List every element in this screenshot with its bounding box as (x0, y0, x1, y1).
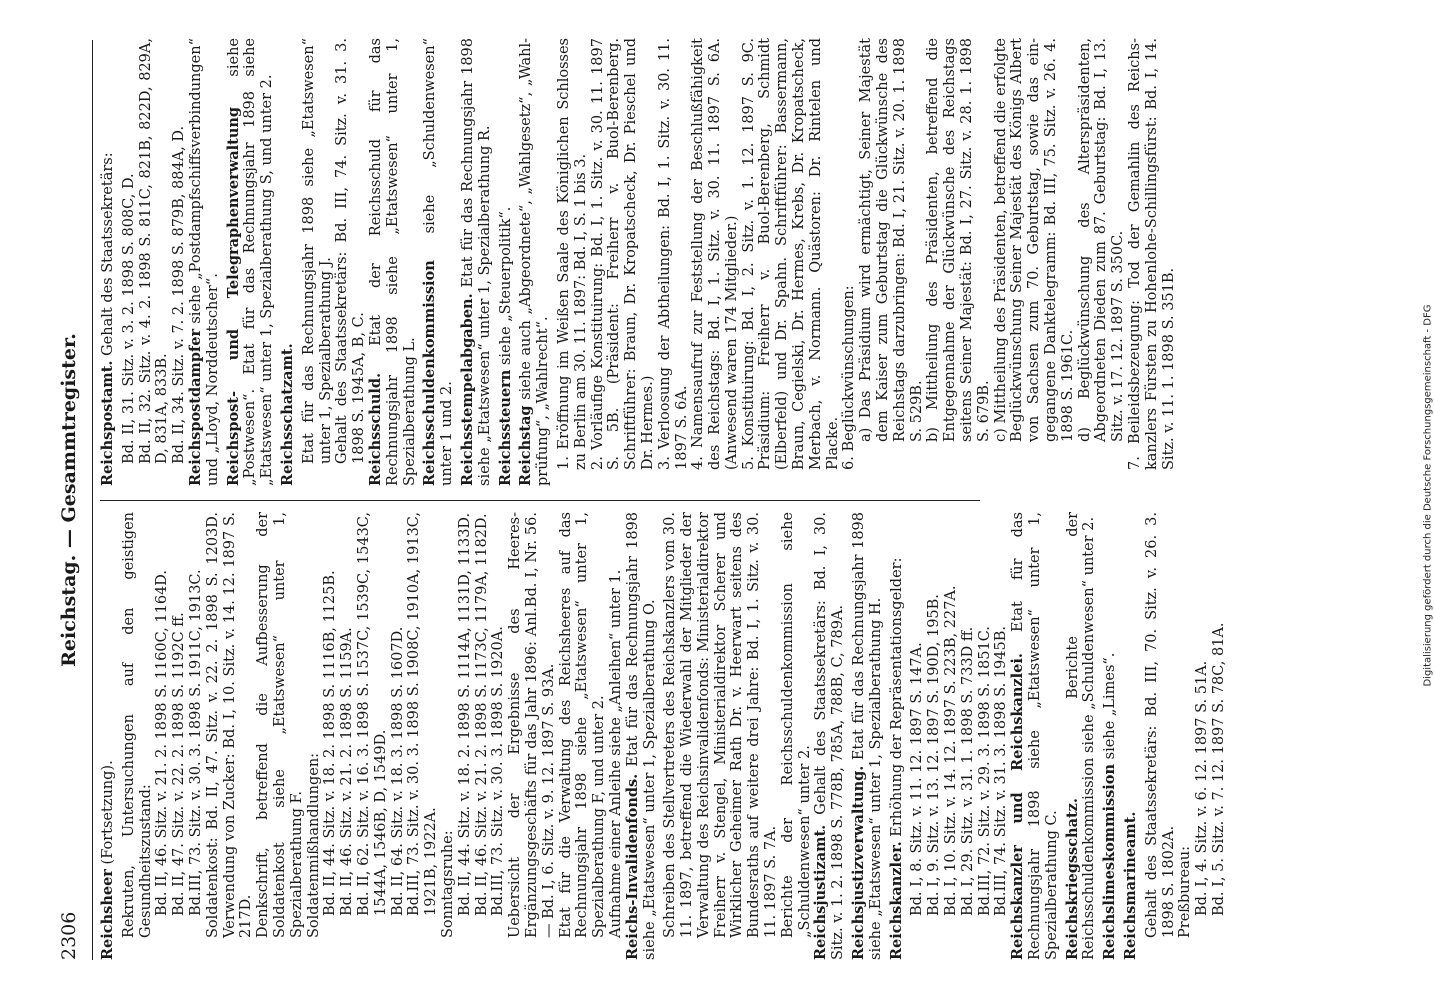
entry-text: siehe „Steuerpolitik“. (497, 206, 514, 370)
index-subentry (858, 38, 925, 486)
entry-keyword: Reichsschuldenkommission (421, 260, 439, 486)
entry-text: (Fortsetzung). (100, 760, 116, 870)
index-subentry (255, 512, 305, 960)
index-entry (226, 38, 276, 486)
entry-text: Gehalt des Staatssekretärs: (100, 152, 116, 361)
entry-text: c) Mittheilung des Präsidenten, betreffend die erfolgte Beglückwünschung Seiner Majestät des Königs Albert von Sachsen zum 70. Geburtstag, sowie das eingegangene Danktelegramm: Bd. III, 75. Sitz. v. 26. 4. 1898 S. 1961C. (992, 38, 1076, 442)
index-entry (1123, 512, 1140, 960)
entry-keyword: Reichs-Invalidenfonds. (623, 773, 641, 960)
entry-text: Sonntagsruhe: (439, 830, 456, 938)
index-entry (813, 512, 847, 960)
entry-text: Etat für das Rechnungsjahr 1898 siehe „Etatswesen“ unter 1, Spezialberathung J. (300, 38, 334, 464)
entry-keyword: Reichsschuld. (366, 372, 384, 486)
index-entry (625, 512, 659, 960)
entry-text: Bd. II, 46. Sitz. v. 21. 2. 1898 S. 1173C, 1179A, 1182D. (473, 513, 490, 916)
entry-keyword: Reichssteuern (496, 369, 514, 486)
index-subentry (690, 38, 740, 486)
page-title: Reichstag. — Gesammtregister. (58, 333, 80, 667)
index-entry (889, 512, 906, 960)
entry-text: Bd.III, 73. Sitz. v. 30. 3. 1898 S. 1911C, 1913C. (187, 569, 204, 916)
entry-text: b) Mittheilung des Präsidenten, betreffend die Entgegennahme der Glückwünsche des Reichstags seitens Seiner Majestät: Bd. I, 27. Sitz. v. 28. 1. 1898 S. 679B. (925, 38, 992, 442)
entry-text: Bd. II, 46. Sitz. v. 21. 2. 1898 S. 1159A. (339, 627, 356, 916)
entry-text: a) Das Präsidium wird ermächtigt, Seiner Majestät dem Kaiser zum Geburtstag die Glückwünsche des Reichstags darzubringen: Bd. I, 21. Sitz. v. 20. 1. 1898 S. 529B. (858, 38, 925, 442)
entry-text: Bd. I, 4. Sitz. v. 6. 12. 1897 S. 51A. (1194, 660, 1211, 916)
index-subentry (474, 512, 491, 960)
entry-text: d) Beglückwünschung des Alterspräsidenten, Abgeordneten Dieden zum 87. Geburtstag: Bd. I, 13. Sitz. v. 17. 12. 1897 S. 350C. (1076, 38, 1127, 442)
entry-text: Bd. II, 31. Sitz. v. 3. 2. 1898 S. 808C, D. (120, 173, 137, 464)
entry-text: Soldatenmißhandlungen: (305, 752, 322, 938)
index-subentry (154, 512, 171, 960)
running-header (50, 40, 90, 960)
entry-text: Bd. I, 5. Sitz. v. 7. 12. 1897 S. 78C, 81A. (1211, 622, 1227, 916)
index-subentry (1127, 38, 1177, 486)
entry-keyword: Reichslimeskommission (1101, 763, 1119, 960)
index-entry (422, 38, 456, 486)
column-divider (100, 500, 980, 501)
entry-text: Etat für das Rechnungsjahr 1898 siehe „Etatswesen“ unter 1, Spezialberathung C. (1010, 512, 1060, 960)
entry-text: Soldatenkost: Bd. II, 47. Sitz. v. 22. 2. 1898 S. 1203D. Verwendung von Zucker: Bd. I, 10. Sitz. v. 14. 12. 1897 S. 217D. (204, 512, 255, 938)
entry-text: Bd. II, 44. Sitz. v. 18. 2. 1898 S. 1116B, 1125B. (322, 570, 339, 916)
index-subentry (188, 512, 205, 960)
dfg-credit: Digitalisierung gefördert durch die Deutsche Forschungsgemeinschaft - DFG (1422, 304, 1434, 687)
index-subentry (440, 512, 457, 960)
index-subentry (960, 512, 977, 960)
entry-keyword: Reichsmarineamt. (1122, 811, 1140, 960)
entry-text: 3. Verloosung der Abtheilungen: Bd. I, 1. Sitz. v. 30. 11. 1897 S. 6A. (656, 38, 690, 470)
index-entry (368, 38, 418, 486)
index-subentry (662, 512, 780, 960)
entry-text: Erhöhung der Repräsentationsgelder: (888, 557, 905, 842)
entry-text: Bd. II, 34. Sitz. v. 7. 2. 1898 S. 879B, 884A, D. (171, 125, 188, 464)
index-subentry (1144, 512, 1178, 960)
entry-text: 1. Eröffnung im Weißen Saale des Königlichen Schlosses zu Berlin am 30. 11. 1897: Bd. I, S. 1 bis 3. (555, 38, 589, 470)
entry-keyword: Reichskanzler und Reichskanzlei. (1009, 653, 1027, 960)
entry-text: Etat für das Rechnungsjahr 1898 siehe „Etatswesen“ unter 1, Spezialberathung O. (624, 512, 658, 960)
index-subentry (490, 512, 507, 960)
index-subentry (322, 512, 339, 960)
index-entry (851, 512, 885, 960)
entry-text: Bd. I, 10. Sitz. v. 14. 12. 1897 S. 223B, 227A. (943, 585, 960, 916)
index-subentry (993, 38, 1077, 486)
entry-keyword: Reichstag (517, 405, 535, 486)
index-subentry (556, 38, 590, 486)
entry-text: Bd. II, 44. Sitz. v. 18. 2. 1898 S. 1114A, 1131D, 1133D. (456, 512, 473, 916)
index-subentry (121, 38, 138, 486)
entry-text: Gehalt des Staatssekretärs: Bd. III, 74. Sitz. v. 31. 3. 1898 S. 1945A, B, C. (334, 38, 368, 464)
index-subentry (943, 512, 960, 960)
entry-text: 6. Beglückwünschungen: (841, 285, 858, 470)
entry-keyword: Reichspostdampfer (186, 328, 204, 486)
digitization-notice (1418, 10, 1434, 1000)
index-subentry (841, 38, 858, 486)
index-subentry (977, 512, 994, 960)
index-subentry (171, 512, 188, 960)
entry-keyword: Reichsjustizamt. (812, 824, 830, 960)
entry-text: siehe „Postdampfschiffsverbindungen“ und „Lloyd, Norddeutscher“. (187, 38, 221, 486)
index-subentry (590, 38, 657, 486)
entry-text: Berichte der Reichsschuldenkommission siehe „Schuldenwesen“ unter 2. (1064, 512, 1098, 960)
entry-text: Bd. II, 47. Sitz. v. 22. 2. 1898 S. 1192C ff. (171, 612, 188, 916)
index-subentry (925, 38, 992, 486)
entry-text: Etat für die Verwaltung des Reichsheeres auf das Rechnungsjahr 1898 siehe „Etatswesen“ unter 1, Spezialberathung F, und unter 2. (557, 512, 608, 938)
entry-text: Bd. I, 9. Sitz. v. 13. 12. 1897 S. 190D, 195B. (926, 594, 943, 916)
entry-text: Bd. I, 8. Sitz. v. 11. 12. 1897 S. 147A. (909, 642, 926, 916)
index-entry (1065, 512, 1099, 960)
entry-text: Aufnahme einer Anleihe siehe „Anleihen“ unter 1. (607, 569, 624, 938)
entry-text: 5. Konstituirung: Bd. I, 2. Sitz. v. 1. 12. 1897 S. 9C. Präsidium: Freiherr v. Buol-Berenberg, Schmidt (Elberfeld) und Dr. Spahn. Schriftführer: Bassermann, Braun, Cegielski, Dr. Hermes, Krebs, Dr. Kropatscheck, Merbach, v. Normann. Quästoren: Dr. Rintelen und Placke. (740, 38, 841, 470)
index-entry (498, 38, 515, 486)
entry-text: siehe „Schuldenwesen“ unter 1 und 2. (422, 38, 456, 486)
entry-keyword: Reichsstempelabgaben. (458, 293, 476, 486)
entry-text: 4. Namensaufruf zur Feststellung der Beschlußfähigkeit des Reichstags: Bd. I, 1. Sitz. v. 30. 11. 1897 S. 6A. (Anwesend waren 174 Mitglieder.) (690, 38, 740, 470)
entry-text: Denkschrift, betreffend die Aufbesserung der Soldatenkost siehe „Etatswesen“ unter 1, Spezialberathung F. (255, 512, 305, 938)
page-number: 2306 (58, 911, 80, 960)
entry-text: 2. Vorläufige Konstituirung: Bd. I, 1. Sitz. v. 30. 11. 1897 S. 5B. (Präsident: Freiherr v. Buol-Berenberg. Schriftführer: Braun, Dr. Kropatscheck, Dr. Pieschel und Dr. Hermes.) (589, 38, 656, 470)
entry-text: Bd. II, 64. Sitz. v. 18. 3. 1898 S. 1607D. (389, 626, 406, 916)
index-entry (100, 38, 117, 486)
entry-text: Berichte der Reichsschuldenkommission siehe „Schuldenwesen“ unter 2. (779, 512, 813, 938)
entry-text: Gehalt des Staatssekretärs: Bd. III, 70. Sitz. v. 26. 3. 1898 S. 1802A. (1143, 512, 1177, 938)
index-entry (188, 38, 222, 486)
index-subentry (926, 512, 943, 960)
entry-text: Bd. I, 29. Sitz. v. 31. 1. 1898 S. 733D ff. (959, 626, 976, 916)
index-subentry (608, 512, 625, 960)
entry-text: siehe „Limes“. (1102, 652, 1119, 764)
index-entry (1010, 512, 1060, 960)
index-subentry (1177, 512, 1194, 960)
index-subentry (356, 512, 390, 960)
index-subentry (558, 512, 608, 960)
entry-keyword: Reichsjustizverwaltung. (850, 765, 868, 960)
index-subentry (171, 38, 188, 486)
entry-text: Bd.III, 72. Sitz. v. 29. 3. 1898 S. 1851C. (976, 626, 993, 916)
index-subentry (457, 512, 474, 960)
entry-text: 7. Beileidsbezeugung: Tod der Gemahlin des Reichskanzlers Fürsten zu Hohenlohe-Schillingsfürst: Bd. I, 14. Sitz. v. 11. 1. 1898 S. 351B. (1127, 38, 1177, 470)
entry-keyword: Reichsschatzamt. (278, 343, 296, 486)
index-subentry (909, 512, 926, 960)
entry-text: Etat für das Rechnungsjahr 1898 siehe „Etatswesen“ unter 1, Spezialberathung R. (459, 38, 493, 486)
index-entry (518, 38, 552, 486)
index-subentry (507, 512, 557, 960)
index-subentry (138, 38, 172, 486)
index-subentry (780, 512, 814, 960)
entry-text: Bd.III, 74. Sitz. v. 31. 3. 1898 S. 1945B. (993, 626, 1010, 916)
entry-text: Bd.III, 73. Sitz. v. 30. 3. 1898 S. 1920A. (490, 626, 507, 916)
index-subentry (1194, 512, 1211, 960)
index-subentry (993, 512, 1010, 960)
index-subentry (334, 38, 368, 486)
right-column (99, 38, 1177, 486)
entry-text: siehe „Postwesen“. Etat für das Rechnungsjahr 1898 siehe „Etatswesen“ unter 1, Spezialberathung S, und unter 2. (225, 38, 276, 486)
index-subentry (1077, 38, 1127, 486)
index-subentry (306, 512, 323, 960)
index-entry (460, 38, 494, 486)
index-subentry (301, 38, 335, 486)
left-column (99, 512, 1227, 960)
entry-text: Etat für das Rechnungsjahr 1898 siehe „Etatswesen“ unter 1, Spezialberathung H. (851, 512, 884, 960)
index-subentry (406, 512, 440, 960)
entry-text: Bd. II, 46. Sitz. v. 21. 2. 1898 S. 1160C, 1164D. (154, 569, 171, 916)
entry-text: Preßbureau: (1177, 846, 1194, 938)
entry-text: Bd. II, 62. Sitz. v. 16. 3. 1898 S. 1537C, 1539C, 1543C, 1544A, 1546B, D, 1549D. (355, 512, 389, 916)
entry-text: Rekruten, Untersuchungen auf den geistigen Gesundheitszustand: (120, 512, 154, 938)
index-subentry (1211, 512, 1228, 960)
entry-keyword: Reichsheer (99, 869, 116, 960)
entry-text: Bd. II, 32. Sitz. v. 4. 2. 1898 S. 811C, 821B, 822D, 829A, D, 831A, 833B. (137, 38, 171, 464)
index-subentry (657, 38, 691, 486)
index-subentry (121, 512, 155, 960)
index-subentry (390, 512, 407, 960)
entry-text: Uebersicht der Ergebnisse des Heeres-Ergänzungsgeschäfts für das Jahr 1896: Anl.Bd. I, Nr. 56. — Bd. I, 6. Sitz. v. 9. 12. 1897 S. 93A. (507, 512, 557, 938)
index-entry (100, 512, 117, 960)
index-subentry (741, 38, 842, 486)
entry-keyword: Reichskriegsschatz. (1063, 798, 1081, 960)
entry-keyword: Reichspostamt. (99, 360, 116, 486)
entry-text: Bd.III, 73. Sitz. v. 30. 3. 1898 S. 1908C, 1910A, 1913C, 1921B, 1922A. (406, 512, 440, 916)
index-entry (280, 38, 297, 486)
index-subentry (205, 512, 255, 960)
entry-text: Schreiben des Stellvertreters des Reichskanzlers vom 30. 11. 1897, betreffend die Wiederwahl der Mitglieder der Verwaltung des Reichsinvalidenfonds: Ministerialdirektor Freiherr v. Stengel, Ministerialdirektor Scherer und Wirklicher Geheimer Rath Dr. v. Heerwart seitens des Bundesraths auf weitere drei Jahre: Bd. I, 1. Sitz. v. 30. 11. 1897 S. 7A. (662, 512, 780, 938)
index-entry (1102, 512, 1119, 960)
header-rule (92, 40, 93, 960)
entry-text: siehe auch „Abgeordnete“, „Wahlgesetz“, „Wahlprüfung“, „Wahlrecht“. (518, 38, 552, 486)
entry-keyword: Reichskanzler. (887, 841, 905, 960)
entry-keyword: Reichspost- und Telegraphenverwaltung (224, 106, 242, 486)
entry-text: Gehalt des Staatssekretärs: Bd. I, 30. Sitz. v. 1. 2. 1898 S. 778B, 785A, 788B, C, 789A. (813, 512, 847, 960)
index-subentry (339, 512, 356, 960)
entry-text: Etat der Reichsschuld für das Rechnungsjahr 1898 siehe „Etatswesen“ unter 1, Spezialberathung L. (367, 38, 418, 486)
